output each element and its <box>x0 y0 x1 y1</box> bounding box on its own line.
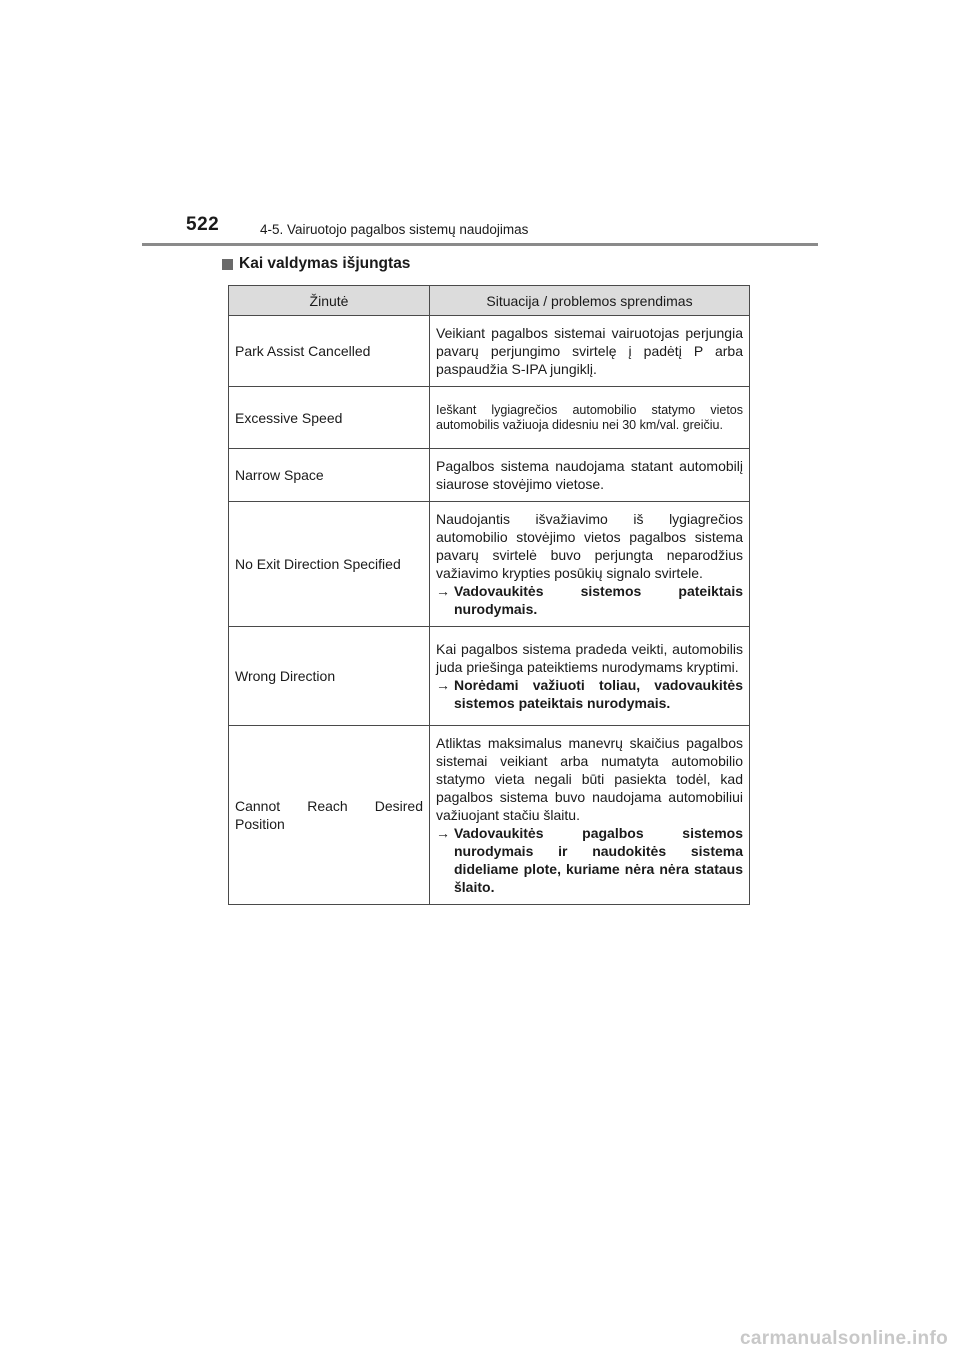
situation-cell <box>430 316 750 387</box>
section-heading <box>222 255 410 273</box>
situation-text: Kai pagalbos sistema pradeda veikti, automobilis juda priešinga pateiktiems nurodymams kryptimi. <box>436 641 743 675</box>
action-line <box>436 676 743 712</box>
situation-cell <box>430 726 750 905</box>
table-row <box>229 387 750 449</box>
table-row <box>229 726 750 905</box>
running-header: 4-5. Vairuotojo pagalbos sistemų naudojimas <box>260 222 529 237</box>
situation-text: Naudojantis išvažiavimo iš lygiagrečios automobilio stovėjimo vietos pagalbos sistema pavarų svirtelė buvo perjungta neparodžius važiavimo krypties posūkių signalo svirtele. <box>436 511 743 581</box>
situation-cell <box>430 502 750 627</box>
situation-text: Pagalbos sistema naudojama statant automobilį siaurose stovėjimo vietose. <box>436 458 743 492</box>
situation-cell <box>430 627 750 726</box>
square-bullet-icon <box>222 259 233 270</box>
situation-text: Atliktas maksimalus manevrų skaičius pagalbos sistemai veikiant arba numatyta automobilio statymo vieta negali būti pasiekta todėl, kad pagalbos sistema buvo naudojama automobiliui važiuojant stačiu šlaitu. <box>436 735 743 823</box>
watermark: carmanualsonline.info <box>740 1328 948 1349</box>
message-cell: Park Assist Cancelled <box>229 316 430 387</box>
message-cell: Cannot Reach Desired Position <box>229 726 430 905</box>
arrow-right-icon: → <box>436 825 450 841</box>
table-row <box>229 502 750 627</box>
situation-cell <box>430 387 750 449</box>
situation-text: Ieškant lygiagrečios automobilio statymo vietos automobilis važiuoja didesniu nei 30 km/val. greičiu. <box>436 402 743 432</box>
situation-text: Veikiant pagalbos sistemai vairuotojas perjungia pavarų perjungimo svirtelę į padėtį P arba paspaudžia S-IPA jungiklį. <box>436 325 743 377</box>
action-text: Norėdami važiuoti toliau, vadovaukitės sistemos pateiktais nurodymais. <box>454 677 743 711</box>
section-title: Kai valdymas išjungtas <box>239 255 411 272</box>
arrow-right-icon: → <box>436 583 450 599</box>
table-header-row <box>229 286 750 316</box>
message-cell: Excessive Speed <box>229 387 430 449</box>
action-line <box>436 582 743 618</box>
action-text: Vadovaukitės sistemos pateiktais nurodymais. <box>454 583 743 617</box>
arrow-right-icon: → <box>436 677 450 693</box>
header-rule <box>142 243 818 246</box>
table-row <box>229 627 750 726</box>
action-text: Vadovaukitės pagalbos sistemos nurodymais ir naudokitės sistema dideliame plote, kuriame nėra nėra stataus šlaito. <box>454 825 743 895</box>
column-header-message: Žinutė <box>229 286 430 316</box>
table-row <box>229 316 750 387</box>
table-row <box>229 449 750 502</box>
message-cell: Wrong Direction <box>229 627 430 726</box>
message-cell: Narrow Space <box>229 449 430 502</box>
message-cell: No Exit Direction Specified <box>229 502 430 627</box>
page-number: 522 <box>186 214 220 235</box>
column-header-situation: Situacija / problemos sprendimas <box>430 286 750 316</box>
action-line <box>436 824 743 896</box>
messages-table <box>228 285 750 905</box>
situation-cell <box>430 449 750 502</box>
